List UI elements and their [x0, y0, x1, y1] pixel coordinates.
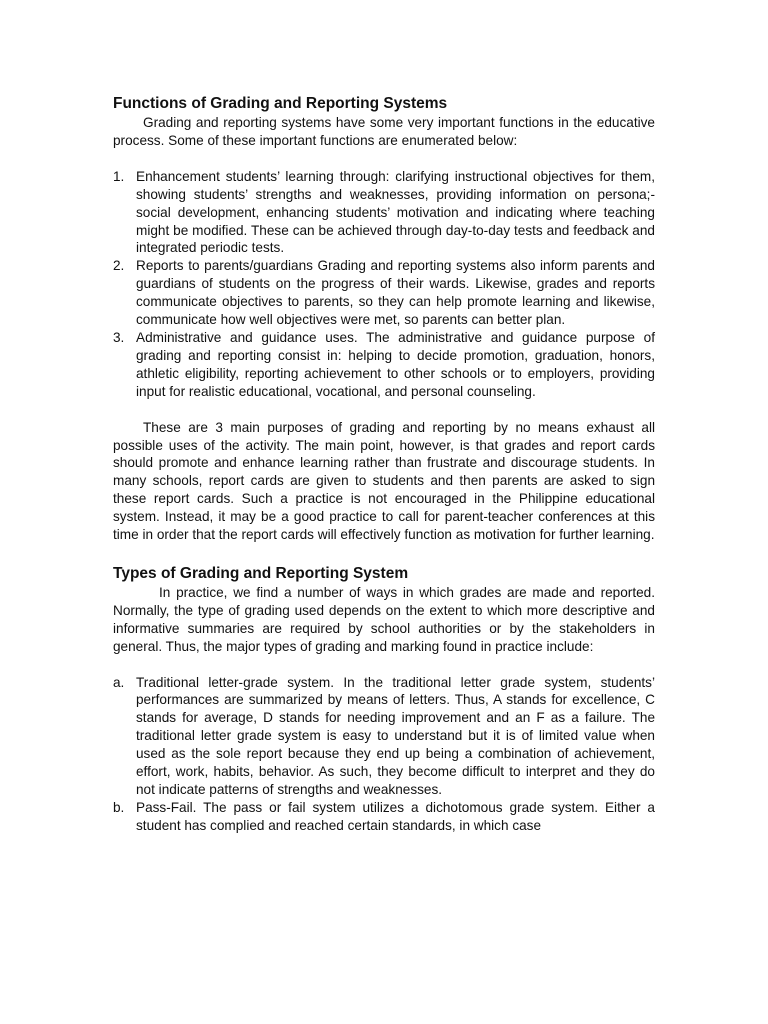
document-page	[113, 94, 655, 835]
list-item	[113, 329, 655, 401]
types-list	[113, 674, 655, 835]
section-intro-functions: Grading and reporting systems have some very important functions in the educative process. Some of these important functions are enumerated below:	[113, 115, 655, 148]
list-item-text: Pass-Fail. The pass or fail system utilizes a dichotomous grade system. Either a student has complied and reached certain standards, in which case	[136, 799, 655, 833]
list-item	[113, 257, 655, 329]
list-marker: 1.	[113, 168, 125, 184]
list-marker: a.	[113, 674, 125, 690]
section-intro-types: In practice, we find a number of ways in which grades are made and reported. Normally, the type of grading used depends on the extent to which more descriptive and informative summaries are required by school authorities or by the stakeholders in general. Thus, the major types of grading and marking found in practice include:	[113, 584, 655, 654]
list-item-text: Reports to parents/guardians Grading and reporting systems also inform parents and guardians of students on the progress of their wards. Likewise, grades and reports communicate objectives to parents, so they can help promote learning and likewise, communicate how well objectives were met, so parents can better plan.	[136, 258, 655, 328]
section-heading-functions: Functions of Grading and Reporting Systems	[113, 95, 448, 112]
list-marker: 2.	[113, 258, 125, 274]
list-marker: 3.	[113, 329, 125, 345]
list-item-text: Traditional letter-grade system. In the traditional letter grade system, students’ performances are summarized by means of letters. Thus, A stands for excellence, C stands for average, D stands for needing improvement and an F as a failure. The traditional letter grade system is easy to understand but it is of limited value when used as the sole report because they end up being a combination of achievement, effort, work, habits, behavior. As such, they become difficult to interpret and they do not indicate patterns of strengths and weaknesses.	[136, 674, 655, 797]
closing-paragraph: These are 3 main purposes of grading and reporting by no means exhaust all possible uses of the activity. The main point, however, is that grades and report cards should promote and enhance learning rather than frustrate and discourage students. In many schools, report cards are given to students and then parents are asked to sign these report cards. Such a practice is not encouraged in the Philippine educational system. Instead, it may be a good practice to call for parent-teacher conferences at this time in order that the report cards will effectively function as motivation for further learning.	[113, 419, 655, 543]
list-item	[113, 799, 655, 835]
list-item-text: Enhancement students’ learning through: clarifying instructional objectives for them, showing students’ strengths and weaknesses, providing information on persona;-social development, enhancing students’ motivation and indicating where teaching might be modified. These can be achieved through day-to-day tests and feedback and integrated periodic tests.	[136, 168, 655, 256]
list-item	[113, 168, 655, 258]
section-heading-types: Types of Grading and Reporting System	[113, 564, 409, 582]
list-marker: b.	[113, 799, 125, 815]
functions-list	[113, 168, 655, 401]
list-item-text: Administrative and guidance uses. The administrative and guidance purpose of grading and reporting consist in: helping to decide promotion, graduation, honors, athletic eligibility, reporting achievement to other schools or to employers, providing input for realistic educational, vocational, and personal counseling.	[136, 329, 655, 399]
list-item	[113, 674, 655, 799]
